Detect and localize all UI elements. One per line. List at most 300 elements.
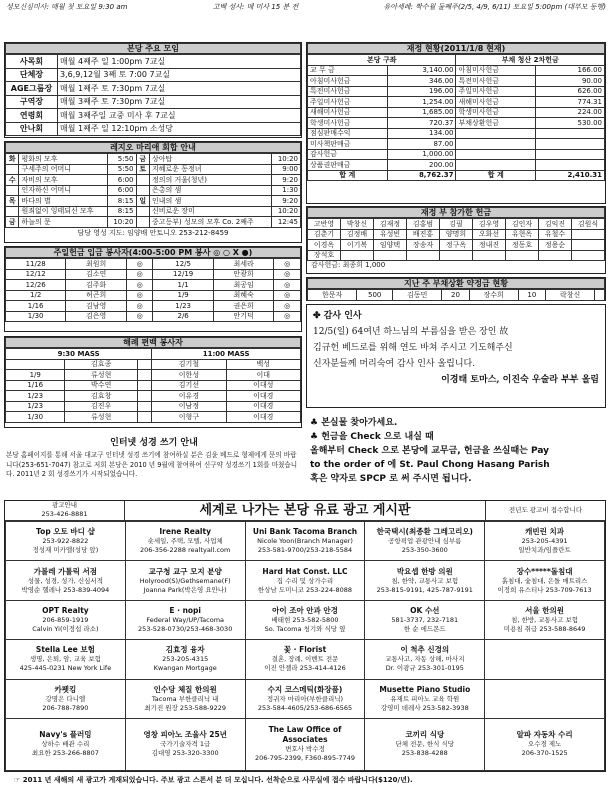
- donor-cell: 김인자: [506, 219, 539, 230]
- legion-t1: 6:00: [107, 185, 136, 196]
- meetings-title: 본당 주요 모임: [5, 43, 301, 54]
- serving-row: [6, 311, 301, 322]
- ad-cell: 아이 조아 안과 안경 배태현 253-582-5800 So. Tacoma 청기와 식당 옆: [245, 600, 365, 639]
- legion-n2: 지혜로운 동정녀: [149, 164, 271, 175]
- lector-cell: 1/23: [6, 401, 65, 412]
- debt-table: [307, 289, 605, 301]
- finance-cell: 720.37: [387, 118, 456, 129]
- donor-row: [308, 229, 605, 240]
- lector-cell: 김효창: [65, 391, 138, 402]
- donor-cell: [473, 250, 506, 261]
- meeting-desc: 매월 1째주 토 7:30pm 7교실: [58, 82, 301, 96]
- finance-row: [308, 65, 605, 76]
- donors-table: [307, 218, 605, 261]
- legion-n1: 구세주의 어머니: [19, 164, 107, 175]
- ad-name: 카펫킹: [54, 684, 77, 694]
- finance-row: [308, 76, 605, 87]
- ad-name: OPT Realty: [42, 605, 89, 615]
- legion-n1: 자비의 모후: [19, 175, 107, 186]
- finance-cell: [535, 149, 604, 160]
- lector-cell: 박수연: [65, 380, 138, 391]
- finance-total-label: 합 계: [308, 170, 388, 181]
- notice-section: [310, 416, 606, 500]
- debt-title: 지난 주 부채상환 약정금 현황: [307, 278, 605, 289]
- legion-d2: [136, 175, 149, 186]
- thanks-section: [306, 304, 606, 408]
- ad-cell: 인수당 체질 한의원 Tacoma 부한클리닉 내 최기진 원장 253-588-9229: [125, 679, 245, 718]
- ads-side-note: 전년도 광고비 접수합니다: [485, 501, 605, 520]
- legion-t1: 10:20: [107, 217, 136, 228]
- ad-cell: 카펫킹 강명은 다니엘 206-788-7890: [6, 679, 126, 718]
- serving-cell: 12/26: [6, 280, 66, 291]
- ad-name: The Law Office of Associates: [268, 725, 342, 745]
- ad-cell: [485, 640, 605, 679]
- ad-name: Navy's 플러밍: [39, 730, 92, 740]
- donor-cell: 장송자: [407, 240, 440, 251]
- ad-row: [6, 679, 605, 718]
- ad-row: [6, 561, 605, 600]
- legion-t2: 9:20: [272, 175, 301, 186]
- serving-cell: ◎: [274, 280, 301, 291]
- legion-row: [6, 206, 301, 217]
- ad-name: 인수당 체질 한의원: [153, 684, 217, 694]
- ad-cell: 꽃 · Florist 결혼, 장례, 이벤트 전문 이진 안젤라 253-414-4126: [245, 640, 365, 679]
- donor-cell: 김홍범: [407, 219, 440, 230]
- finance-cell: 774.31: [535, 97, 604, 108]
- legion-table: [5, 153, 301, 228]
- finance-cell: 감사헌금: [308, 149, 388, 160]
- donor-cell: 정동호: [506, 240, 539, 251]
- meeting-desc: 매월 3째주 토 7:30pm 7교실: [58, 95, 301, 109]
- ad-cell: Stella Lee 보험 생명, 은퇴, 암, 교육 보험 425-445-0231 New York Life: [6, 640, 126, 679]
- lector-row: [6, 391, 301, 402]
- ad-cell: 코끼리 식당 단체 전문, 한식 식당 253-838-4288: [365, 718, 485, 770]
- finance-cell: 학생미사헌금: [308, 118, 388, 129]
- finance-section: [306, 42, 606, 204]
- finance-cell: 1,000.00: [387, 149, 456, 160]
- ad-cell: [485, 679, 605, 718]
- finance-total-label2: 합 계: [456, 170, 536, 181]
- donors-section: [306, 206, 606, 274]
- finance-cell: [535, 139, 604, 150]
- ad-name: 서울 한의원: [525, 605, 565, 615]
- legion-d1: [6, 185, 19, 196]
- legion-d1: [6, 164, 19, 175]
- notice-line1: ♣ 본실물 찾아가세요.: [310, 418, 398, 428]
- ad-name: Stella Lee 보험: [35, 645, 95, 655]
- lectors-col2: 11:00 MASS: [152, 349, 301, 360]
- ad-name: 박요셉 한방 의원: [396, 566, 453, 576]
- serving-cell: 최혜숙: [213, 290, 274, 301]
- finance-cell: 미사책판매금: [308, 139, 388, 150]
- serving-table: [5, 258, 301, 322]
- legion-n1: 인자하신 어머니: [19, 185, 107, 196]
- lector-cell: [6, 359, 65, 370]
- lector-cell: 이대성: [226, 380, 300, 391]
- finance-title: 재정 현황(2011/1/8 현재): [307, 43, 605, 54]
- lector-cell: [137, 401, 151, 412]
- serving-cell: 1/2: [6, 290, 66, 301]
- ad-cell: 김효정 융자 253-205-4315 Kwangan Mortgage: [125, 640, 245, 679]
- finance-cell: [535, 128, 604, 139]
- donor-cell: 김원식: [572, 219, 605, 230]
- serving-cell: 11/28: [6, 259, 66, 270]
- legion-d1: 목: [6, 196, 19, 207]
- thanks-title: ✤ 감사 인사: [313, 311, 362, 321]
- meeting-row: [6, 109, 301, 123]
- legion-row: [6, 164, 301, 175]
- donor-row: [308, 250, 605, 261]
- finance-cell: 새해미사헌금: [308, 107, 388, 118]
- lector-cell: 1/9: [6, 370, 65, 381]
- ad-cell: Hard Hat Const. LLC 집 수리 및 상가수리 한상남 도미니코 253-224-8088: [245, 561, 365, 600]
- notice-line2: ♣ 헌금을 Check 으로 내실 때: [310, 432, 434, 442]
- ad-name: E · nopi: [169, 605, 202, 615]
- donor-cell: 김정배: [341, 229, 374, 240]
- lector-cell: 이남정: [152, 401, 226, 412]
- legion-n2: 중고등부) 성모의 모후 Co. 2째주: [149, 217, 271, 228]
- lector-cell: 이형구: [152, 412, 226, 423]
- meeting-desc: 3,6,9,12월 3째 토 7:00 7교실: [58, 68, 301, 82]
- lector-cell: [137, 359, 151, 370]
- confession-info: 고백 성사: 매 미사 15 분 전: [212, 3, 299, 11]
- ad-name: 영창 피아노 조율사 25년: [143, 730, 227, 740]
- legion-row: [6, 185, 301, 196]
- finance-cell: 학생미사헌금: [456, 107, 536, 118]
- ad-cell: Irene Realty 숏세일, 주택, 모텔, 사업체 206-356-2288 realtyall.com: [125, 522, 245, 561]
- serving-row: [6, 259, 301, 270]
- serving-cell: 안광희: [213, 269, 274, 280]
- donor-cell: 유현옥: [506, 229, 539, 240]
- finance-cell: 교 무 금: [308, 65, 388, 76]
- ads-footer: ☞ 2011 년 새해의 새 광고가 게재되었습니다. 주보 광고 스폰서 분 더 모십니다. 선착순으로 사무실에 접수 바랍니다($120/년).: [14, 776, 413, 784]
- donor-row: [308, 240, 605, 251]
- ad-name: OK 수선: [410, 605, 440, 615]
- donor-cell: 유철수: [539, 229, 572, 240]
- lector-cell: 1/30: [6, 412, 65, 423]
- meeting-desc: 매월 1째주 일 12:10pm 소성당: [58, 122, 301, 136]
- legion-n1: 하늘의 문: [19, 217, 107, 228]
- finance-cell: [456, 160, 536, 171]
- legion-n2: 정의의 거울(청년): [149, 175, 271, 186]
- debt-cell: 장수희: [469, 290, 518, 301]
- legion-footer: 담당 영성 지도: 임양배 안토니오 253-212-8459: [77, 228, 229, 237]
- finance-col1: 본당 구좌: [308, 55, 456, 66]
- legion-d2: 일: [136, 196, 149, 207]
- ad-name: 장수*****돌침대: [516, 566, 573, 576]
- donor-cell: 배진홍: [407, 229, 440, 240]
- donor-cell: 이기복: [341, 240, 374, 251]
- serving-cell: 12/19: [153, 269, 213, 280]
- donor-cell: [572, 229, 605, 240]
- notice-line3: 올해부터 Check 으로 본당에 교무금, 헌금을 쓰실때는 Pay: [310, 446, 549, 456]
- legion-n2: 상아탑: [149, 154, 271, 165]
- legion-t2: 10:20: [272, 154, 301, 165]
- ad-row: [6, 640, 605, 679]
- legion-t1: 5:50: [107, 154, 136, 165]
- serving-cell: ◎: [274, 269, 301, 280]
- meeting-row: [6, 55, 301, 69]
- donor-cell: 장석호: [308, 250, 341, 261]
- serving-row: [6, 280, 301, 291]
- ad-cell: OPT Realty 206-859-1919 Calvin Yi(이정섭 라소): [6, 600, 126, 639]
- finance-cell: 주일미사헌금: [456, 86, 536, 97]
- ad-row: [6, 718, 605, 770]
- lector-cell: 이대: [226, 370, 300, 381]
- donor-cell: [440, 250, 473, 261]
- lector-cell: 김기선: [152, 380, 226, 391]
- ad-name: Top 오토 바디 샵: [36, 527, 95, 537]
- lector-cell: 백성: [226, 359, 300, 370]
- lector-cell: 1/16: [6, 380, 65, 391]
- ad-name: 아이 조아 안과 안경: [272, 605, 338, 615]
- ad-cell: Musette Piano Studio 유재트 피아노 교육 학원 강영미 데레사 253-582-3938: [365, 679, 485, 718]
- debt-cell: 김동민: [393, 290, 442, 301]
- serving-title: 주일헌금 입금 봉사자(4:00-5:00 PM 봉사 ◎ ○ X ●): [5, 247, 301, 258]
- ad-name: Uni Bank Tacoma Branch: [252, 527, 358, 537]
- serving-cell: ◎: [274, 259, 301, 270]
- donor-cell: [572, 240, 605, 251]
- donor-cell: 김춘기: [308, 229, 341, 240]
- donor-cell: 유성빈: [374, 229, 407, 240]
- thanks-line2: 김규헌 베드로를 위해 연도 바쳐 주시고 기도해주신: [313, 343, 513, 353]
- donor-cell: 정용순: [539, 240, 572, 251]
- thanks-line3: 신자분들께 머리숙여 감사 인사 올립니다.: [313, 359, 476, 369]
- finance-cell: 224.00: [535, 107, 604, 118]
- ad-name: 김효정 융자: [165, 645, 205, 655]
- ads-grid: [5, 521, 605, 771]
- legion-d2: [136, 217, 149, 228]
- ad-name: 알파 자동차 수리: [516, 730, 573, 740]
- legion-d2: [136, 185, 149, 196]
- lector-row: [6, 359, 301, 370]
- legion-n1: 원죄없이 잉태되신 모후: [19, 206, 107, 217]
- ad-name: 꽃 · Florist: [283, 645, 327, 655]
- finance-row: [308, 139, 605, 150]
- legion-n2: 인내의 샘: [149, 196, 271, 207]
- ad-name: 한국택시(최종환 그레고리오): [376, 527, 473, 537]
- serving-cell: ◎: [126, 269, 153, 280]
- finance-cell: 530.00: [535, 118, 604, 129]
- finance-cell: 626.00: [535, 86, 604, 97]
- donor-cell: 양명희: [440, 229, 473, 240]
- meeting-name: 구역장: [6, 95, 58, 109]
- serving-cell: ◎: [126, 259, 153, 270]
- ad-name: 캐빈린 치과: [525, 527, 565, 537]
- finance-cell: 3,140.00: [387, 65, 456, 76]
- ad-name: 수지 코스메틱(화장품): [267, 684, 343, 694]
- finance-row: [308, 97, 605, 108]
- lector-row: [6, 380, 301, 391]
- serving-row: [6, 301, 301, 312]
- lector-cell: [137, 380, 151, 391]
- legion-d1: 수: [6, 175, 19, 186]
- meeting-row: [6, 122, 301, 136]
- ad-row: [6, 522, 605, 561]
- lector-cell: 1/23: [6, 391, 65, 402]
- legion-t2: 9:00: [272, 164, 301, 175]
- donor-cell: 임양택: [374, 240, 407, 251]
- legion-t1: 8:15: [107, 196, 136, 207]
- legion-section: [4, 141, 302, 243]
- serving-cell: 1/23: [153, 301, 213, 312]
- meeting-row: [6, 95, 301, 109]
- donor-cell: 이경옥: [308, 240, 341, 251]
- ad-row: [6, 600, 605, 639]
- debt-cell: [595, 290, 605, 301]
- meeting-desc: 매월 4째주 일 1:00pm 7교실: [58, 55, 301, 69]
- donor-cell: [506, 250, 539, 261]
- meeting-row: [6, 82, 301, 96]
- top-bar: [6, 3, 606, 15]
- legion-n2: 은총의 샘: [149, 185, 271, 196]
- ad-cell: 캐빈린 치과 253-205-4391 일반치과/임플란트: [485, 522, 605, 561]
- serving-section: [4, 246, 302, 332]
- finance-row: [308, 160, 605, 171]
- legion-t1: 6:00: [107, 175, 136, 186]
- bible-title: 인터넷 성경 쓰기 안내: [110, 438, 198, 448]
- legion-row: [6, 175, 301, 186]
- thanks-line1: 12/5(일) 64여년 하느님의 부름심을 받은 장인 故: [313, 327, 509, 337]
- donor-cell: 박창신: [341, 219, 374, 230]
- debt-section: [306, 277, 606, 301]
- finance-cell: 134.00: [387, 128, 456, 139]
- serving-cell: 최원희: [66, 259, 127, 270]
- finance-cell: 새해미사헌금: [456, 97, 536, 108]
- debt-cell: 10: [518, 290, 545, 301]
- donor-cell: 김재정: [374, 219, 407, 230]
- serving-cell: 1/16: [6, 301, 66, 312]
- meetings-table: [5, 54, 301, 136]
- finance-row: [308, 118, 605, 129]
- legion-n2: 신비로운 장미: [149, 206, 271, 217]
- serving-cell: 허곤희: [66, 290, 127, 301]
- donor-cell: 김익진: [539, 219, 572, 230]
- ad-cell: 영창 피아노 조율사 25년 국가기술자격 1급 김대영 253-320-3300: [125, 718, 245, 770]
- serving-cell: 김주화: [66, 280, 127, 291]
- lector-cell: 이대경: [226, 391, 300, 402]
- finance-cell: 부채상환헌금: [456, 118, 536, 129]
- finance-cell: 아침미사헌금: [308, 76, 388, 87]
- legion-t2: 9:20: [272, 196, 301, 207]
- meeting-name: 단체장: [6, 68, 58, 82]
- donor-cell: [341, 250, 374, 261]
- finance-cell: 점심판매수익: [308, 128, 388, 139]
- legion-row: [6, 196, 301, 207]
- lector-cell: 이유경: [152, 391, 226, 402]
- donor-cell: [407, 250, 440, 261]
- ads-banner: 세계로 나가는 본당 유료 광고 게시판: [199, 503, 411, 518]
- donor-cell: 고반영: [308, 219, 341, 230]
- serving-cell: 12/5: [153, 259, 213, 270]
- finance-row: [308, 149, 605, 160]
- legion-t2: 12:45: [272, 217, 301, 228]
- donors-footer: 감사헌금: 최종희 1,000: [311, 261, 386, 269]
- ads-section: [4, 500, 606, 772]
- bible-section: [6, 438, 302, 496]
- ad-name: 이 척추 신경의: [400, 645, 450, 655]
- finance-cell: [456, 149, 536, 160]
- legion-d2: 토: [136, 164, 149, 175]
- finance-cell: 1,685.00: [387, 107, 456, 118]
- finance-cell: 346.00: [387, 76, 456, 87]
- donor-cell: [374, 250, 407, 261]
- lectors-col1: 9:30 MASS: [6, 349, 152, 360]
- lector-cell: 류성현: [65, 370, 138, 381]
- legion-d1: 금: [6, 217, 19, 228]
- finance-cell: 196.00: [387, 86, 456, 97]
- ad-cell: The Law Office of Associates 변호사 박수정 206-795-2399, F360-895-7749: [245, 718, 365, 770]
- ad-cell: 교구청 교구 모지 분양 Holyrood(S)/Gethsemane(F) Joanna Park(박은영 요안나): [125, 561, 245, 600]
- donor-cell: 오화선: [473, 229, 506, 240]
- ad-cell: E · nopi Federal Way/UP/Tacoma 253-528-0730/253-468-3030: [125, 600, 245, 639]
- meeting-name: AGE그룹장: [6, 82, 58, 96]
- serving-cell: 1/30: [6, 311, 66, 322]
- legion-t2: 1:30: [272, 185, 301, 196]
- lector-cell: 이대경: [226, 412, 300, 423]
- lector-cell: 김진우: [65, 401, 138, 412]
- ad-cell: 가볼레 가톨릭 서점 성물, 성경, 성가, 신심서적 박영순 헬레나 253-839-4094: [6, 561, 126, 600]
- donor-cell: 김우영: [473, 219, 506, 230]
- lectors-table: [5, 348, 301, 423]
- debt-cell: 락창신: [545, 290, 594, 301]
- ad-cell: 이 척추 신경의 교통사고, 자동 상해, 마사지 Dr. 이광규 253-301-0195: [365, 640, 485, 679]
- ad-name: 가볼레 가톨릭 서점: [33, 566, 97, 576]
- serving-cell: 권은희: [213, 301, 274, 312]
- ad-cell: 장수*****돌침대 흙침대, 숯침대, 은돌 매트리스 이정희 유스티나 253-709-7613: [485, 561, 605, 600]
- finance-row: [308, 107, 605, 118]
- finance-cell: 주일미사헌금: [308, 97, 388, 108]
- serving-cell: 1/9: [153, 290, 213, 301]
- lector-cell: [137, 412, 151, 423]
- legion-row: [6, 154, 301, 165]
- donor-cell: 김필: [440, 219, 473, 230]
- finance-cell: 특전미사헌금: [456, 76, 536, 87]
- legion-t2: 10:20: [272, 206, 301, 217]
- ads-contact: 광고안내 253-426-8881: [5, 501, 125, 520]
- finance-cell: 166.00: [535, 65, 604, 76]
- meeting-name: 연령회: [6, 109, 58, 123]
- finance-total1: 8,762.37: [387, 170, 456, 181]
- serving-cell: 최세라: [213, 259, 274, 270]
- finance-total2: 2,410.31: [535, 170, 604, 181]
- serving-cell: 김소연: [66, 269, 127, 280]
- lector-row: [6, 370, 301, 381]
- thanks-sign: 이경태 토마스, 이진숙 우술라 부부 올림: [441, 375, 599, 385]
- lector-row: [6, 412, 301, 423]
- notice-line5: 혹은 약자로 SPCP 로 써 주시면 됩니다.: [310, 474, 472, 484]
- serving-row: [6, 269, 301, 280]
- donor-cell: 정구옥: [440, 240, 473, 251]
- meeting-row: [6, 68, 301, 82]
- finance-cell: [535, 160, 604, 171]
- serving-cell: ◎: [126, 301, 153, 312]
- donor-cell: [539, 250, 572, 261]
- bible-text: 본당 홈페이지를 통해 서울 대교구 인터넷 성경 쓰기에 참여하실 분은 김윤 베드로 형제에게 문의 바랍니다(253-651-7047) 참고로 저희 본당은 2010 년 9월에 참여하여 신구약 성경쓰기 1회를 마쳤습니다. 2011년 2 회 성경쓰기가 시작되었습니다.: [6, 451, 298, 479]
- serving-cell: 김남영: [66, 301, 127, 312]
- serving-cell: 12/12: [6, 269, 66, 280]
- lector-cell: 이한성: [152, 370, 226, 381]
- ad-cell: 수지 코스메틱(화장품) 정귀자 마리아(부한클리닉) 253-584-4605/253-686-6565: [245, 679, 365, 718]
- ad-name: Irene Realty: [159, 527, 211, 537]
- legion-n1: 평화의 모후: [19, 154, 107, 165]
- finance-cell: [456, 139, 536, 150]
- donor-cell: 정내진: [473, 240, 506, 251]
- serving-cell: 김은영: [66, 311, 127, 322]
- ad-name: Hard Hat Const. LLC: [262, 566, 348, 576]
- donor-row: [308, 219, 605, 230]
- finance-cell: [456, 128, 536, 139]
